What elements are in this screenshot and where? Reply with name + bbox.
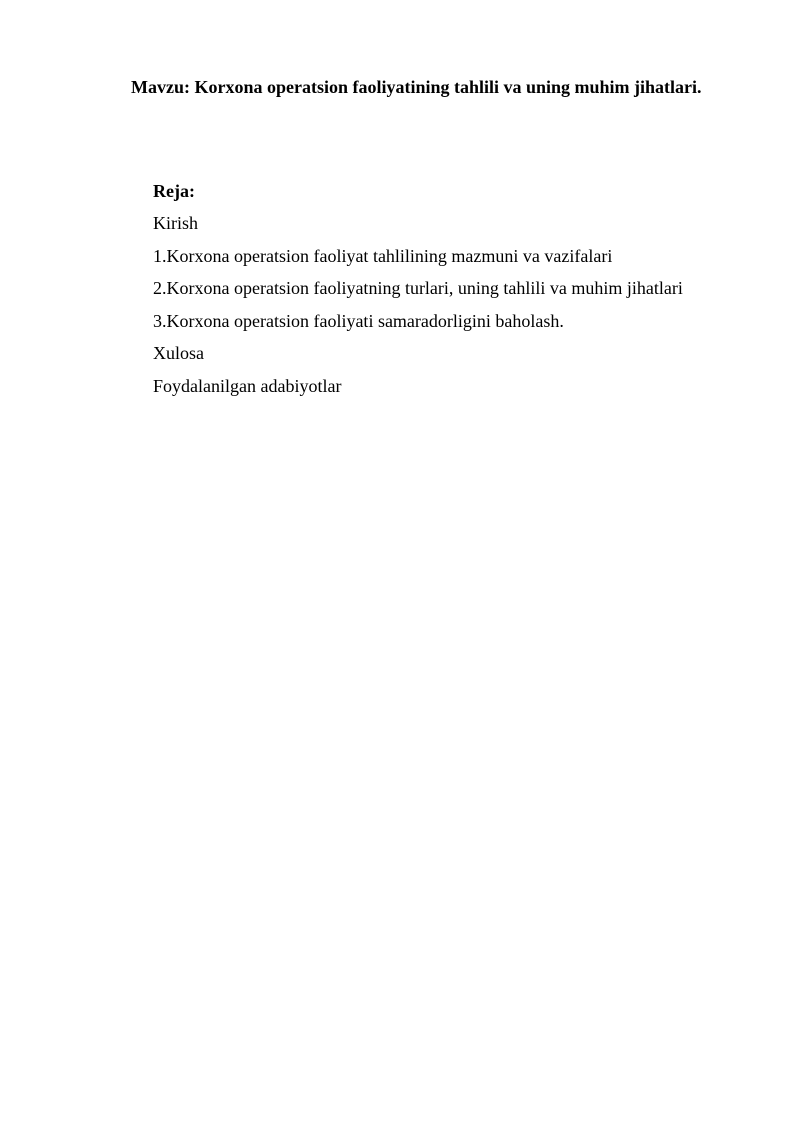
plan-item-conclusion: Xulosa [153,343,204,363]
plan-item-chapter-3: 3.Korxona operatsion faoliyati samaradorligini baholash. [153,310,564,331]
document-title: Mavzu: Korxona operatsion faoliyatining tahlili va uning muhim jihatlari. [131,77,702,97]
plan-item-introduction: Kirish [153,213,198,233]
plan-section [153,180,773,407]
plan-heading: Reja: [153,181,195,201]
plan-item-references: Foydalanilgan adabiyotlar [153,375,342,396]
plan-item-chapter-1: 1.Korxona operatsion faoliyat tahlilining mazmuni va vazifalari [153,245,613,266]
plan-list [153,212,773,397]
plan-item-chapter-2: 2.Korxona operatsion faoliyatning turlari, uning tahlili va muhim jihatlari [153,278,683,298]
